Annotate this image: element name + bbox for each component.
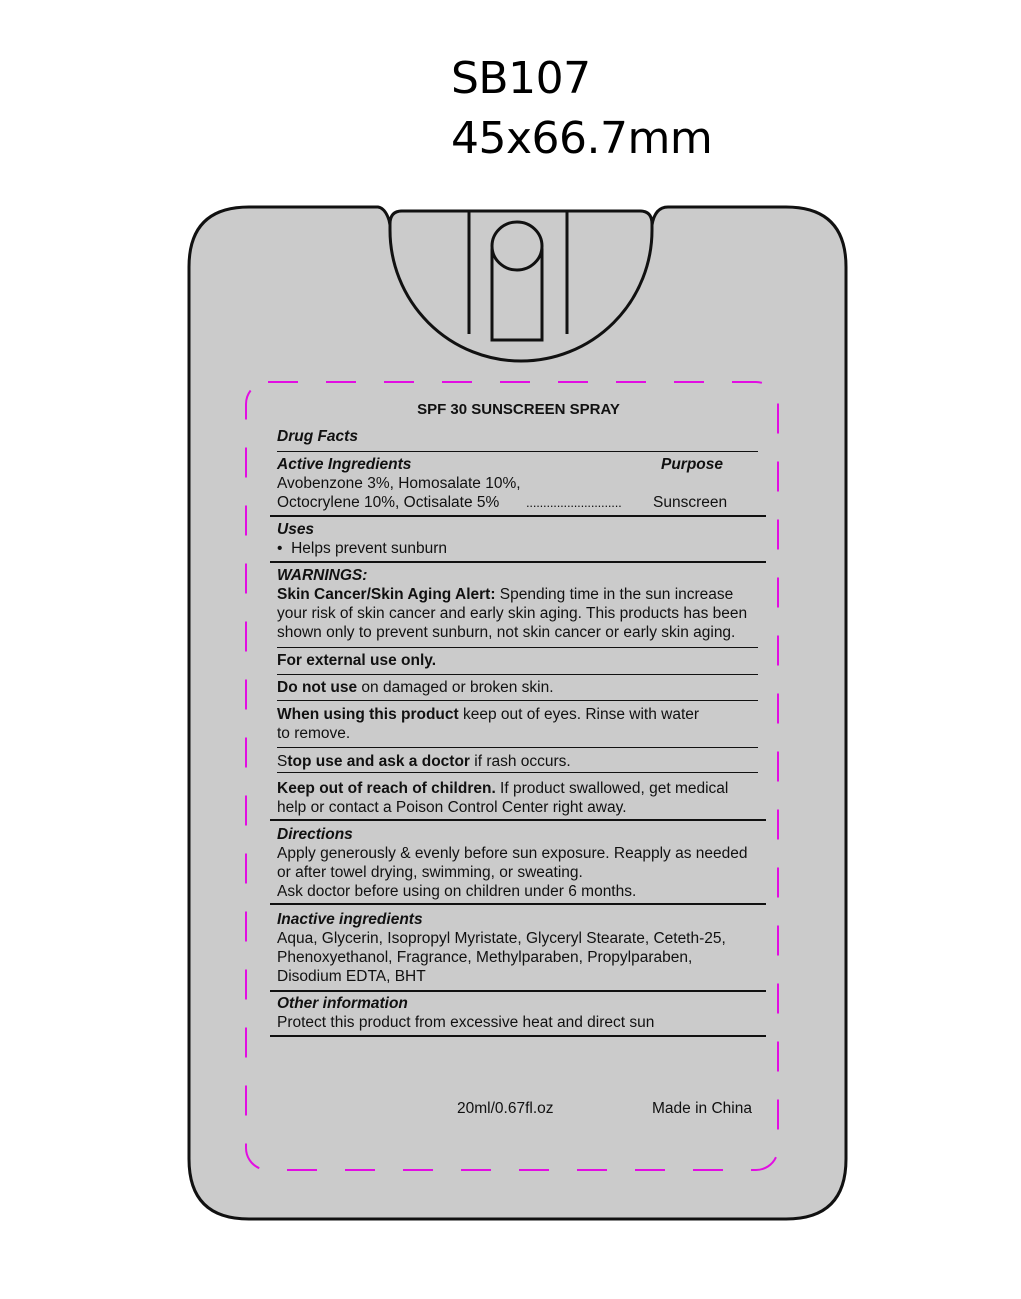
purpose-value: Sunscreen — [653, 494, 728, 511]
product-title: SPF 30 SUNSCREEN SPRAY — [417, 401, 620, 418]
warnings-heading: WARNINGS: — [277, 567, 368, 584]
product-code: SB107 — [451, 53, 591, 104]
inactive-ingredients-line-1: Aqua, Glycerin, Isopropyl Myristate, Glyceryl Stearate, Ceteth-25, — [277, 930, 726, 947]
active-ingredients-line-1: Avobenzone 3%, Homosalate 10%, — [277, 475, 521, 492]
active-ingredients-heading: Active Ingredients — [277, 456, 412, 473]
external-use-warning: For external use only. — [277, 652, 437, 669]
other-information-heading: Other information — [277, 995, 408, 1012]
country-of-origin: Made in China — [652, 1100, 752, 1117]
drug-facts-heading: Drug Facts — [277, 428, 358, 445]
directions-heading: Directions — [277, 826, 353, 843]
divider — [277, 647, 758, 648]
nozzle-tip — [492, 222, 542, 270]
keep-out-of-reach-warning: Keep out of reach of children. If product swallowed, get medical — [277, 780, 729, 797]
purpose-heading: Purpose — [661, 456, 724, 473]
directions-line-2: or after towel drying, swimming, or sweating. — [277, 864, 583, 881]
divider — [270, 990, 766, 992]
stop-use-warning: Stop use and ask a doctor if rash occurs. — [277, 753, 571, 770]
divider — [270, 515, 766, 517]
bullet-icon: • — [277, 540, 283, 557]
uses-item: • Helps prevent sunburn — [277, 540, 448, 557]
inactive-ingredients-heading: Inactive ingredients — [277, 911, 423, 928]
divider — [277, 772, 758, 773]
divider — [277, 747, 758, 748]
keep-out-of-reach-cont: help or contact a Poison Control Center right away. — [277, 799, 627, 816]
divider — [277, 451, 758, 452]
divider — [270, 903, 766, 905]
skin-cancer-alert: Skin Cancer/Skin Aging Alert: Spending time in the sun increase your risk of skin cancer and early skin aging. This products has been shown only to prevent sunburn, not skin cancer or early skin aging. — [277, 586, 748, 641]
other-information-text: Protect this product from excessive heat and direct sun — [277, 1014, 655, 1031]
product-dimensions: 45x66.7mm — [451, 113, 713, 164]
directions-line-3: Ask doctor before using on children under 6 months. — [277, 883, 637, 900]
directions-line-1: Apply generously & evenly before sun exposure. Reapply as needed — [277, 845, 748, 862]
uses-heading: Uses — [277, 521, 315, 538]
divider — [270, 819, 766, 821]
divider — [270, 561, 766, 563]
divider — [277, 674, 758, 675]
when-using-warning-cont: to remove. — [277, 725, 351, 742]
volume: 20ml/0.67fl.oz — [457, 1100, 554, 1117]
inactive-ingredients-line-2: Phenoxyethanol, Fragrance, Methylparaben, Propylparaben, — [277, 949, 693, 966]
when-using-warning: When using this product keep out of eyes. Rinse with water — [277, 706, 700, 723]
active-ingredients-line-2: Octocrylene 10%, Octisalate 5% — [277, 494, 500, 511]
divider — [277, 700, 758, 701]
leader-dots: ............................ — [526, 495, 622, 510]
divider — [270, 1035, 766, 1037]
inactive-ingredients-line-3: Disodium EDTA, BHT — [277, 968, 426, 985]
do-not-use-warning: Do not use on damaged or broken skin. — [277, 679, 554, 696]
